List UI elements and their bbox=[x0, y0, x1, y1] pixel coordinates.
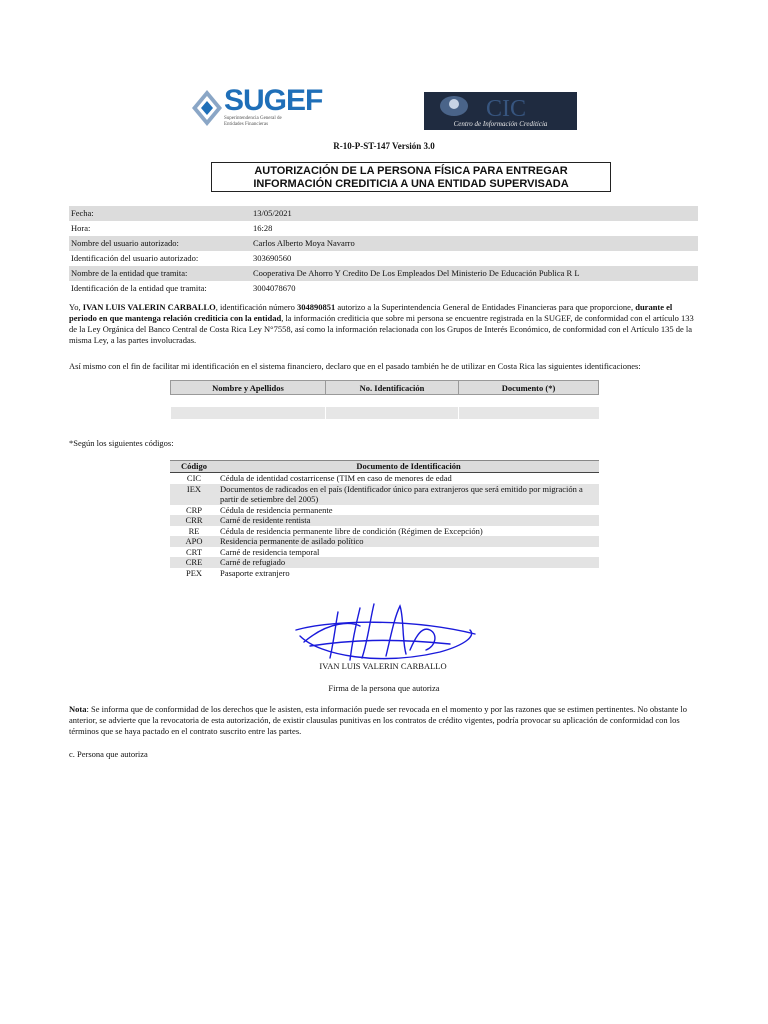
desc-cell: Cédula de residencia permanente bbox=[220, 504, 333, 515]
info-row-id-entidad bbox=[69, 281, 698, 296]
sugef-diamond-icon bbox=[190, 88, 224, 128]
title-line-2: INFORMACIÓN CREDITICIA A UNA ENTIDAD SUPERVISADA bbox=[253, 177, 569, 190]
desc-cell: Cédula de identidad costarricense (TIM en caso de menores de edad bbox=[220, 473, 452, 483]
table-row bbox=[170, 568, 599, 579]
para-text: autorizo a la Superintendencia General de Entidades Financieras para que proporcione, bbox=[335, 302, 636, 312]
info-value: Cooperativa De Ahorro Y Credito De Los Empleados Del Ministerio De Educación Publica R L bbox=[253, 268, 580, 278]
code-cell: CRR bbox=[170, 515, 218, 526]
desc-cell: Pasaporte extranjero bbox=[220, 567, 290, 578]
info-label: Hora: bbox=[71, 223, 91, 233]
document-code: R-10-P-ST-147 Versión 3.0 bbox=[333, 141, 435, 151]
info-row-id-usuario bbox=[69, 251, 698, 266]
table-row bbox=[170, 473, 599, 484]
table-row bbox=[170, 484, 599, 505]
info-value: 3004078670 bbox=[253, 283, 296, 293]
table-row bbox=[170, 515, 599, 526]
authorization-paragraph bbox=[69, 302, 699, 346]
para-text: Yo, bbox=[69, 302, 83, 312]
table-row bbox=[171, 395, 599, 408]
column-header: Documento de Identificación bbox=[218, 461, 599, 473]
desc-cell: Carné de residente rentista bbox=[218, 515, 599, 526]
cic-emblem-icon bbox=[424, 92, 577, 122]
code-cell: PEX bbox=[185, 567, 203, 578]
cic-logo-caption: Centro de Información Crediticia bbox=[453, 120, 548, 128]
identification-paragraph: Así mismo con el fin de facilitar mi identificación en el sistema financiero, declaro que en el pasado también he de utilizar en Costa Rica las siguientes identificaciones: bbox=[69, 361, 641, 371]
period-phrase: durante el periodo en que mantenga relación crediticia con la entidad bbox=[69, 302, 673, 323]
table-header-row bbox=[171, 381, 599, 395]
code-cell: CRE bbox=[170, 557, 218, 568]
desc-cell: Residencia permanente de asilado político bbox=[218, 536, 599, 547]
info-row-entidad bbox=[69, 266, 698, 281]
document-title bbox=[211, 162, 611, 192]
authorizer-id: 304890851 bbox=[296, 302, 336, 312]
signature-caption: Firma de la persona que autoriza bbox=[328, 683, 440, 693]
sugef-logo-tagline: Superintendencia General de Entidades Financieras bbox=[224, 116, 282, 127]
note-text: : Se informa que de conformidad de los derechos que le asisten, esta información puede ser revocada en el momento y por las razones que se estimen pertinentes. No obstante lo anterior, se advierte que la revocatoria de esta autorización, de existir clausulas punitivas en los contratos de crédito vigentes, podría provocar su aplicación de conformidad con los términos que se haya pactado en el contrato suscrito entre las partes. bbox=[69, 704, 687, 736]
info-label: Nombre de la entidad que tramita: bbox=[71, 268, 188, 278]
code-cell: CIC bbox=[186, 473, 202, 483]
desc-cell: Carné de refugiado bbox=[218, 557, 599, 568]
svg-text:CIC: CIC bbox=[486, 96, 527, 122]
column-header: Nombre y Apellidos bbox=[171, 381, 326, 395]
table-row bbox=[170, 536, 599, 547]
desc-cell: Carné de residencia temporal bbox=[220, 546, 320, 557]
sugef-logo bbox=[190, 84, 323, 134]
info-label: Fecha: bbox=[71, 208, 94, 218]
note-paragraph bbox=[69, 704, 709, 737]
table-row bbox=[170, 526, 599, 537]
info-value: 13/05/2021 bbox=[253, 208, 292, 218]
title-line-1: AUTORIZACIÓN DE LA PERSONA FÍSICA PARA ENTREGAR bbox=[254, 165, 568, 177]
code-cell: CRT bbox=[185, 546, 203, 557]
table-row bbox=[171, 407, 599, 419]
para-text: , la información crediticia que sobre mi persona se encuentre registrada en la SUGEF, de conformidad con el artículo 133 de la Ley Orgánica del Banco Central de Costa Rica Ley N°7558, así como la información relacionada con los Grupos de Interés Económico, de conformidad con el Artículo 135 de la misma Ley, a las partes involucradas. bbox=[69, 313, 694, 345]
info-row-usuario bbox=[69, 236, 698, 251]
signer-name: IVAN LUIS VALERIN CARBALLO bbox=[319, 661, 447, 671]
codes-note: *Según los siguientes códigos: bbox=[69, 438, 174, 448]
desc-cell: Cédula de residencia permanente libre de condición (Régimen de Excepción) bbox=[220, 525, 483, 536]
code-cell: CRP bbox=[185, 504, 203, 515]
table-row bbox=[170, 505, 599, 516]
info-row-fecha bbox=[69, 206, 698, 221]
sugef-logo-word: SUGEF bbox=[224, 84, 323, 117]
desc-cell: Documentos de radicados en el país (Identificador único para extranjeros que será emitido por migración a partir de setiembre del 2005) bbox=[218, 484, 599, 505]
info-label: Nombre del usuario autorizado: bbox=[71, 238, 179, 248]
table-row bbox=[170, 557, 599, 568]
info-value: Carlos Alberto Moya Navarro bbox=[253, 238, 355, 248]
table-header-row bbox=[170, 461, 599, 473]
info-value: 16:28 bbox=[253, 223, 273, 233]
footer-copy-line: c. Persona que autoriza bbox=[69, 749, 148, 759]
note-label: Nota bbox=[69, 704, 87, 714]
handwritten-signature bbox=[290, 600, 480, 670]
code-cell: APO bbox=[170, 536, 218, 547]
info-label: Identificación de la entidad que tramita: bbox=[71, 283, 207, 293]
para-text: , identificación número bbox=[215, 302, 297, 312]
column-header: Código bbox=[170, 461, 218, 473]
cic-logo bbox=[424, 92, 577, 130]
authorizer-name: IVAN LUIS VALERIN CARBALLO bbox=[82, 302, 216, 312]
column-header: No. Identificación bbox=[326, 381, 459, 395]
codes-table bbox=[170, 460, 599, 578]
column-header: Documento (*) bbox=[459, 381, 599, 395]
info-value: 303690560 bbox=[253, 253, 292, 263]
info-row-hora bbox=[69, 221, 698, 236]
past-identifications-table bbox=[170, 380, 599, 419]
info-label: Identificación del usuario autorizado: bbox=[71, 253, 199, 263]
info-table bbox=[69, 206, 698, 296]
table-row bbox=[170, 547, 599, 558]
code-cell: RE bbox=[188, 525, 200, 536]
code-cell: IEX bbox=[170, 484, 218, 505]
